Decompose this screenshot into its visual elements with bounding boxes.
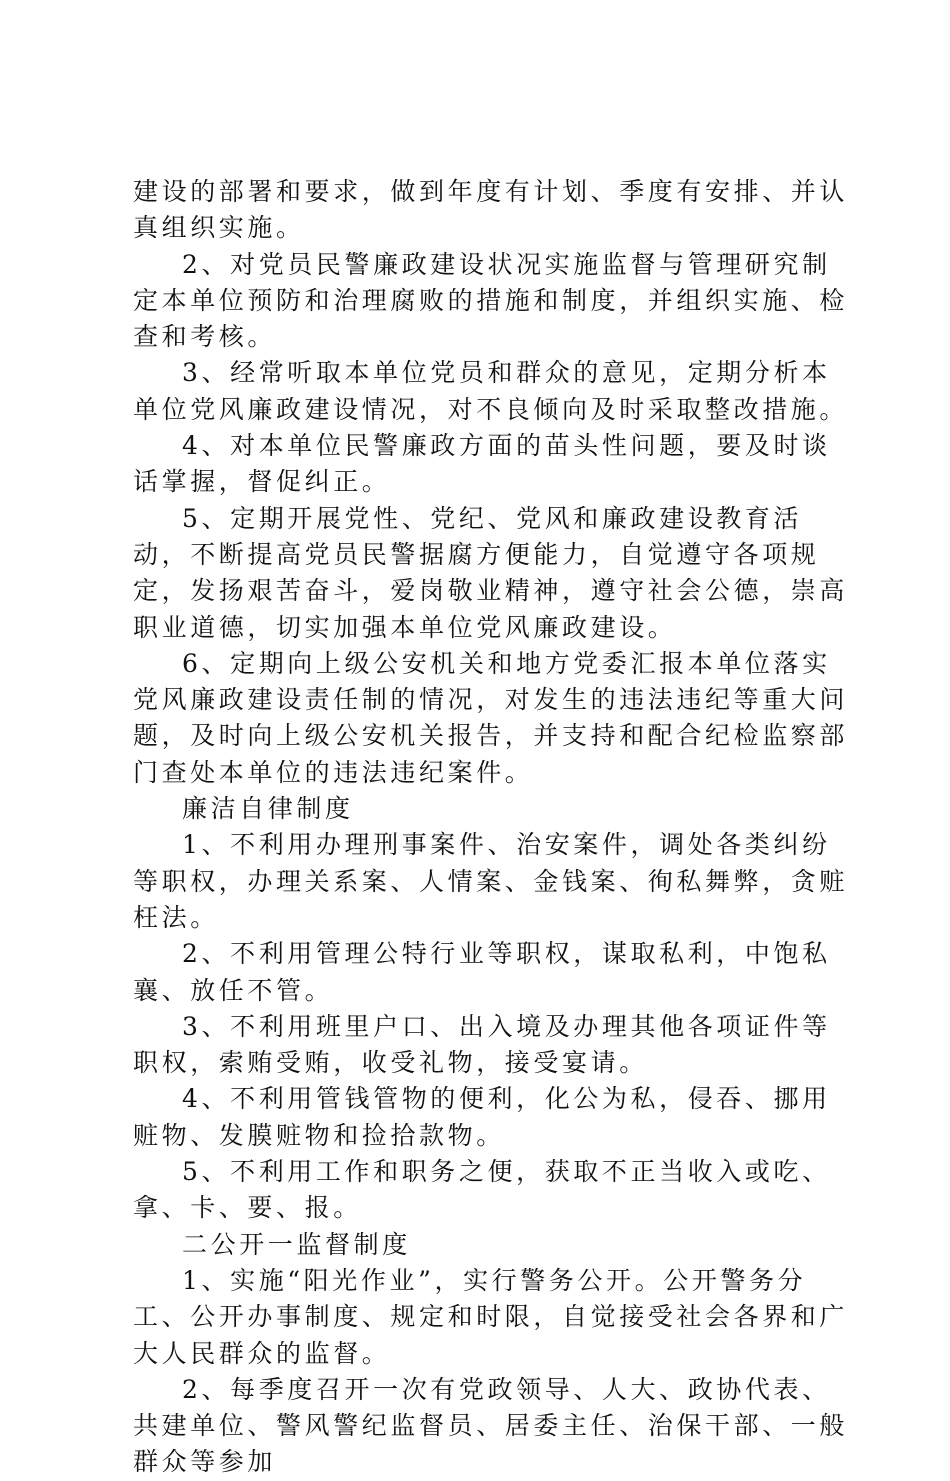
paragraph: 5、定期开展党性、党纪、党风和廉政建设教育活动，不断提高党员民警据腐方便能力，自觉遵守各项规定，发扬艰苦奋斗，爱岗敬业精神，遵守社会公德，崇高职业道德，切实加强本单位党风廉政建设。 (133, 503, 849, 642)
section-heading: 廉洁自律制度 (182, 794, 354, 824)
paragraph: 3、经常听取本单位党员和群众的意见，定期分析本单位党风廉政建设情况，对不良倾向及时采取整改措施。 (133, 358, 849, 424)
paragraph: 建设的部署和要求，做到年度有计划、季度有安排、并认真组织实施。 (133, 177, 849, 243)
paragraph: 5、不利用工作和职务之便，获取不正当收入或吃、拿、卡、要、报。 (133, 1157, 831, 1223)
paragraph: 1、不利用办理刑事案件、治安案件，调处各类纠纷等职权，办理关系案、人情案、金钱案、徇私舞弊，贪赃枉法。 (133, 830, 849, 932)
paragraph: 2、对党员民警廉政建设状况实施监督与管理研究制定本单位预防和治理腐败的措施和制度，并组织实施、检查和考核。 (133, 249, 849, 352)
paragraph: 1、实施“阳光作业”，实行警务公开。公开警务分工、公开办事制度、规定和时限，自觉接受社会各界和广大人民群众的监督。 (133, 1265, 849, 1368)
document-body (133, 174, 853, 1481)
paragraph: 4、对本单位民警廉政方面的苗头性问题，要及时谈话掌握，督促纠正。 (133, 431, 831, 497)
section-heading: 二公开一监督制度 (182, 1229, 411, 1259)
paragraph: 2、不利用管理公特行业等职权，谋取私利，中饱私襄、放任不管。 (133, 939, 831, 1005)
paragraph: 4、不利用管钱管物的便利，化公为私，侵吞、挪用赃物、发膜赃物和捡拾款物。 (133, 1084, 831, 1150)
paragraph: 3、不利用班里户口、出入境及办理其他各项证件等职权，索贿受贿，收受礼物，接受宴请。 (133, 1011, 831, 1078)
paragraph: 2、每季度召开一次有党政领导、人大、政协代表、共建单位、警风警纪监督员、居委主任、治保干部、一般群众等参加 (133, 1374, 849, 1477)
paragraph: 6、定期向上级公安机关和地方党委汇报本单位落实党风廉政建设责任制的情况，对发生的违法违纪等重大问题，及时向上级公安机关报告，并支持和配合纪检监察部门查处本单位的违法违纪案件。 (133, 648, 849, 787)
